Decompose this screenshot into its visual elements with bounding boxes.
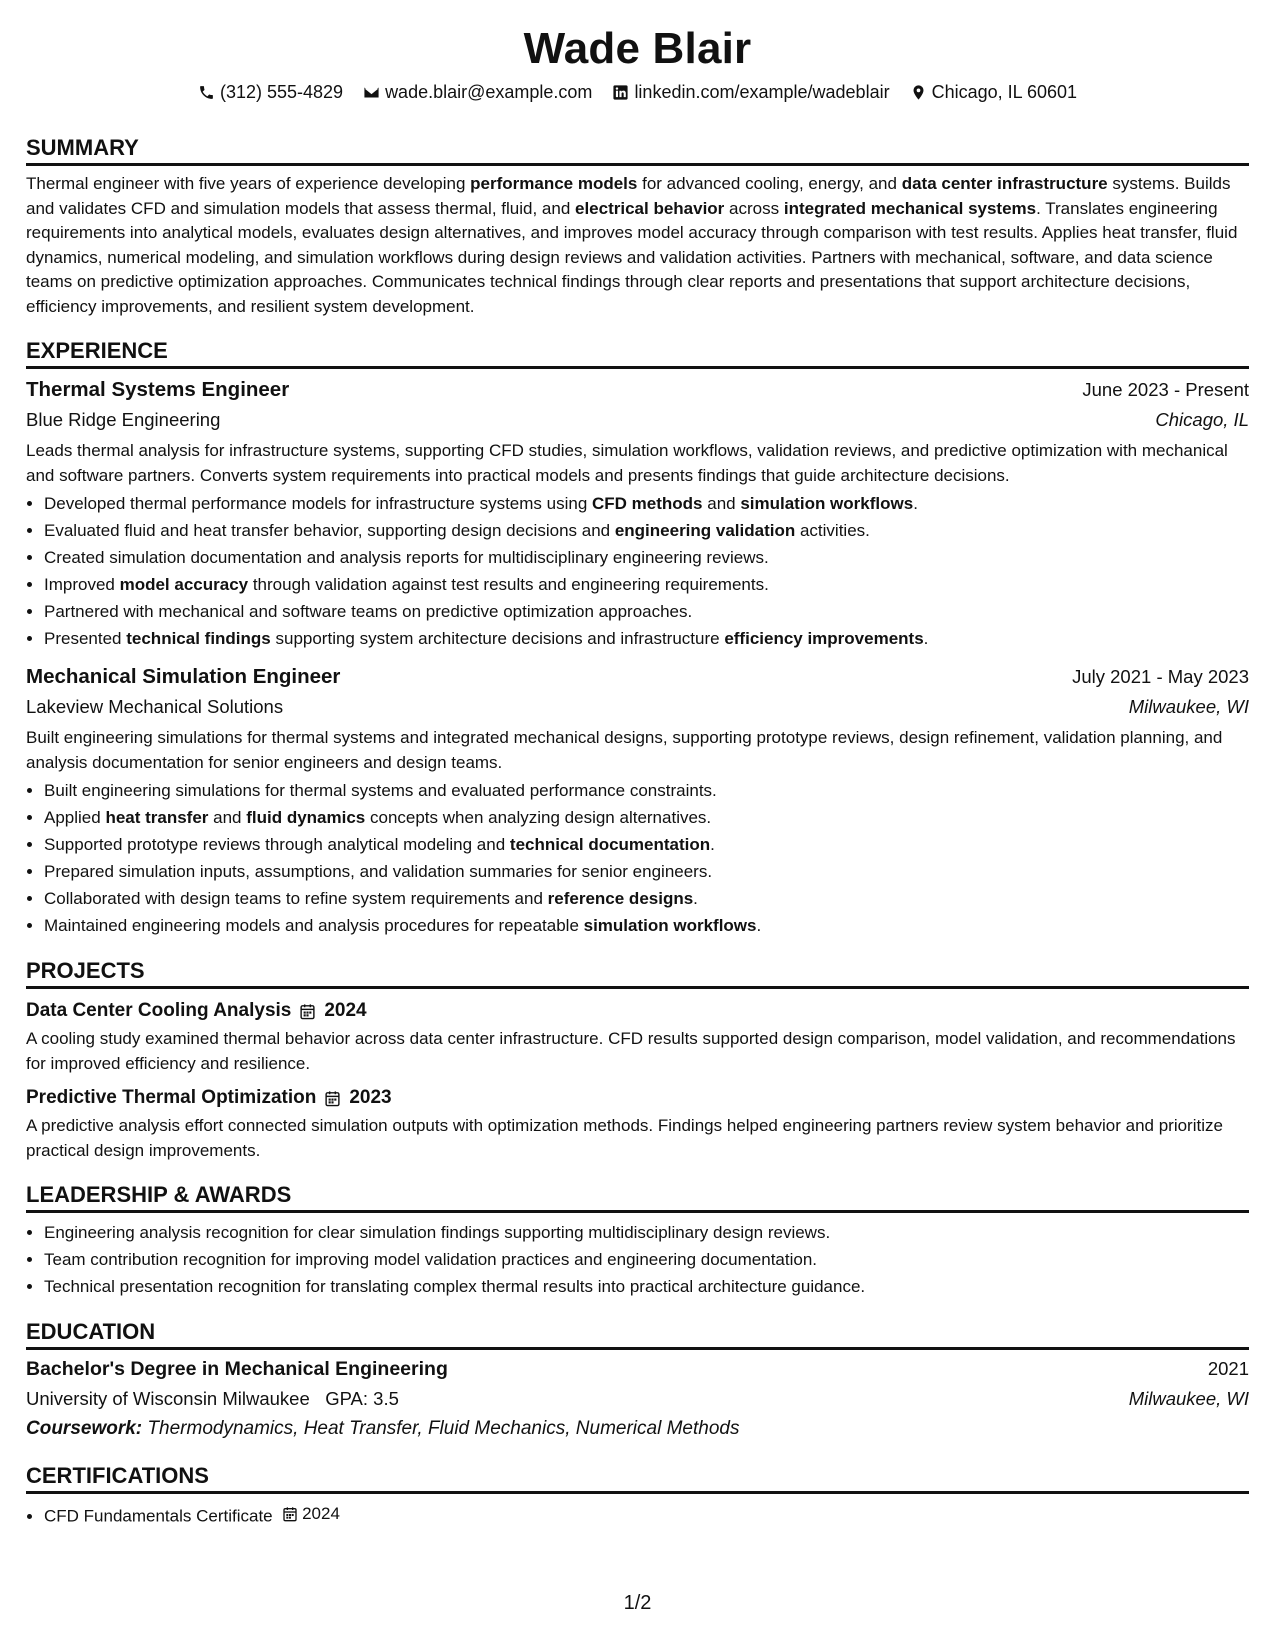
text-run: Presented [44,629,127,648]
list-item [44,858,1249,885]
job-bullets [26,777,1249,939]
graduation-year: 2021 [1207,1358,1249,1379]
contact-email[interactable] [363,80,592,104]
coursework [26,1414,1249,1444]
list-item [44,625,1249,652]
leadership-list [26,1219,1249,1300]
text-run: concepts when analyzing design alternatives. [365,808,712,827]
experience-section [26,337,1249,939]
map-pin-icon [910,84,927,101]
text-run: across [724,198,784,218]
calendar-icon [282,1506,298,1522]
project-name: Data Center Cooling Analysis [26,1000,292,1021]
list-item [44,544,1249,571]
list-item [44,912,1249,939]
section-title-leadership: LEADERSHIP & AWARDS [26,1181,1249,1213]
certifications-section [26,1462,1249,1530]
degree-title: Bachelor's Degree in Mechanical Engineering [26,1358,448,1380]
text-run: Maintained engineering models and analysis procedures for repeatable [44,916,584,935]
project-year: 2023 [349,1087,392,1108]
linkedin-icon [612,84,629,101]
contact-bar [26,80,1249,104]
job-location: Milwaukee, WI [1128,696,1249,717]
summary-text [26,172,1249,319]
bold-text: data center infrastructure [901,174,1108,193]
list-item [44,804,1249,831]
bold-text: efficiency improvements [724,629,924,648]
location-text: Chicago, IL 60601 [931,82,1078,102]
bold-text: CFD methods [592,494,703,513]
job-title: Thermal Systems Engineer [26,378,290,401]
bold-text: fluid dynamics [246,808,366,827]
text-run: Improved [44,575,120,594]
section-title-education: EDUCATION [26,1318,1249,1350]
bold-text: model accuracy [119,575,249,594]
coursework-list: Thermodynamics, Heat Transfer, Fluid Mechanics, Numerical Methods [147,1418,740,1439]
bold-text: technical findings [126,629,271,648]
calendar-icon [324,1090,341,1107]
summary-section [26,134,1249,319]
text-run: . [756,916,762,935]
project-description: A cooling study examined thermal behavior across data center infrastructure. CFD results supported design comparison, model validation, and recommendations for improved efficiency and resilience. [26,1029,1236,1073]
text-run: supporting system architecture decisions and infrastructure [270,629,725,648]
section-title-experience: EXPERIENCE [26,337,1249,369]
section-title-summary: SUMMARY [26,134,1249,166]
text-run: Thermal engineer with five years of experience developing [26,174,471,193]
text-run: Built engineering simulations for thermal systems and evaluated performance constraints. [44,781,717,800]
text-run: Prepared simulation inputs, assumptions, and validation summaries for senior engineers. [44,862,713,881]
school-location: Milwaukee, WI [1128,1388,1249,1409]
job-title: Mechanical Simulation Engineer [26,665,341,688]
text-run: Developed thermal performance models for infrastructure systems using [44,494,593,513]
list-item: • Team contribution recognition for improving model validation practices and engineering documentation. [44,1246,1249,1273]
text-run: . [710,835,715,854]
job-description: Built engineering simulations for thermal systems and integrated mechanical designs, supporting prototype reviews, design refinement, validation planning, and analysis documentation for senior engineers and design teams. [26,728,1223,772]
envelope-icon [363,84,380,101]
bold-text: simulation workflows [740,494,914,513]
list-item [44,777,1249,804]
text-run: . [923,629,929,648]
text-run: for advanced cooling, energy, and [637,174,902,193]
education-section [26,1318,1249,1444]
text-run: Created simulation documentation and analysis reports for multidisciplinary engineering reviews. [44,548,769,567]
phone-icon [198,84,215,101]
text-run: Partnered with mechanical and software teams on predictive optimization approaches. [44,602,693,621]
project-year: 2024 [324,1000,367,1021]
text-run: Collaborated with design teams to refine system requirements and [44,889,548,908]
job-entry [26,662,1249,939]
list-item [44,571,1249,598]
text-run: Supported prototype reviews through analytical modeling and [44,835,510,854]
page-number: 1/2 [623,1592,652,1614]
bold-text: heat transfer [105,808,209,827]
gpa: GPA: 3.5 [325,1388,399,1409]
text-run: . [693,889,698,908]
list-item [44,598,1249,625]
candidate-name: Wade Blair [523,24,752,73]
leadership-section [26,1181,1249,1300]
list-item [44,885,1249,912]
job-entry [26,375,1249,652]
text-run: Evaluated fluid and heat transfer behavior, supporting design decisions and [44,521,615,540]
job-bullets [26,490,1249,652]
text-run: Applied [44,808,106,827]
bold-text: reference designs [547,889,694,908]
list-item: • Technical presentation recognition for translating complex thermal results into practical architecture guidance. [44,1273,1249,1300]
text-run: systems. Builds and validates CFD and simulation models that assess thermal, fluid, and [26,174,1231,218]
calendar-icon [299,1003,316,1020]
list-item [44,517,1249,544]
resume-page [26,0,1249,1530]
projects-section [26,957,1249,1163]
list-item [44,490,1249,517]
bold-text: performance models [470,174,638,193]
linkedin-text: linkedin.com/example/wadeblair [634,82,890,102]
job-dates: July 2021 - May 2023 [1072,666,1249,687]
job-company: Lakeview Mechanical Solutions [26,696,284,717]
email-text: wade.blair@example.com [385,82,593,102]
project-entry [26,997,1249,1076]
contact-linkedin[interactable] [612,80,889,104]
coursework-label: Coursework: [26,1418,143,1439]
job-description: Leads thermal analysis for infrastructure systems, supporting CFD studies, simulation workflows, validation reviews, and predictive optimization with mechanical and software partners. Converts system requirements into practical models and presents findings that guide architecture decisions. [26,441,1228,485]
job-company: Blue Ridge Engineering [26,409,221,430]
text-run: . [913,494,918,513]
contact-location [910,80,1077,104]
list-item [44,831,1249,858]
text-run: activities. [795,521,870,540]
text-run: and [702,494,741,513]
list-item [44,1500,1249,1530]
contact-phone[interactable] [198,80,343,104]
section-title-certifications: CERTIFICATIONS [26,1462,1249,1494]
bold-text: integrated mechanical systems [783,198,1037,218]
bold-text: simulation workflows [583,916,757,935]
phone-text: (312) 555-4829 [219,82,344,102]
bold-text: engineering validation [614,521,796,540]
list-item: • Engineering analysis recognition for clear simulation findings supporting multidisciplinary design reviews. [44,1219,1249,1246]
text-run: and [208,808,247,827]
job-dates: June 2023 - Present [1082,379,1249,400]
section-title-projects: PROJECTS [26,957,1249,989]
project-description: A predictive analysis effort connected simulation outputs with optimization methods. Findings helped engineering partners review system behavior and prioritize practical design improvements. [26,1116,1223,1160]
certifications-list [26,1500,1249,1530]
bold-text: electrical behavior [575,198,725,218]
bold-text: technical documentation [509,835,711,854]
project-name: Predictive Thermal Optimization [26,1087,317,1108]
project-entry [26,1084,1249,1163]
certification-year: 2024 [302,1504,340,1523]
school-name: University of Wisconsin Milwaukee [26,1388,310,1409]
certification-name: CFD Fundamentals Certificate [44,1506,273,1526]
text-run: through validation against test results and engineering requirements. [248,575,769,594]
text-run: . Translates engineering requirements into analytical models, evaluates design alternatives, and improves model accuracy through comparison with test results. Applies heat transfer, fluid dynamics, numerical modeling, and simulation workflows during design reviews and validation activities. Partners with mechanical, software, and data science teams on predictive optimization approaches. Communicates technical findings through clear reports and presentations that support architecture decisions, efficiency improvements, and resilient system development. [26,198,1238,316]
job-location: Chicago, IL [1155,409,1249,430]
